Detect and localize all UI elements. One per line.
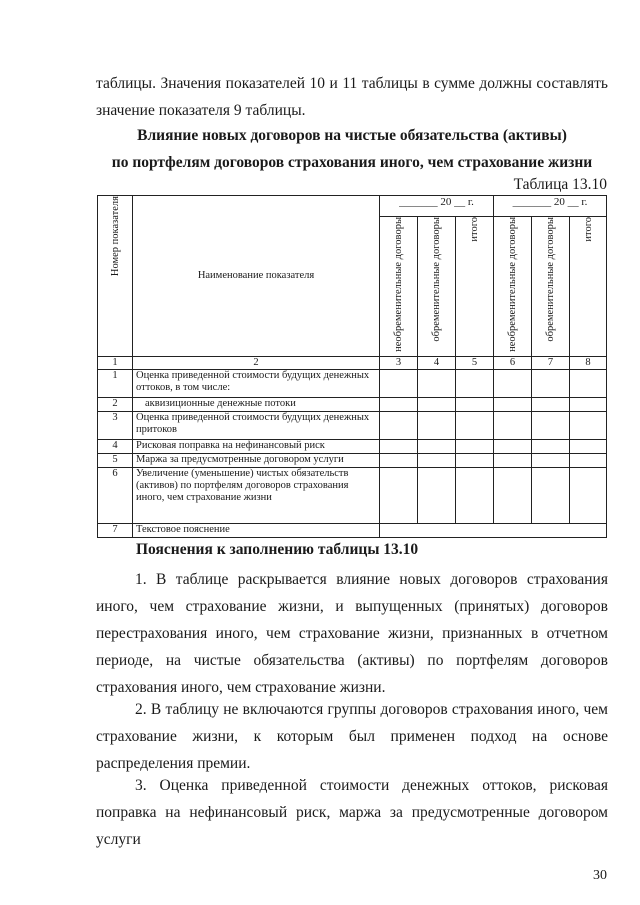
value-cell[interactable]	[532, 369, 570, 397]
value-cell[interactable]	[494, 467, 532, 523]
value-cell[interactable]	[570, 369, 607, 397]
value-cell[interactable]	[380, 453, 418, 467]
header-unprofitable-free-2: необременительные договоры	[494, 217, 532, 357]
value-cell[interactable]	[456, 369, 494, 397]
col-num: 3	[380, 356, 418, 369]
value-cell[interactable]	[418, 369, 456, 397]
value-cell[interactable]	[380, 397, 418, 411]
row-label: Оценка приведенной стоимости будущих денежных притоков	[133, 411, 380, 439]
row-label: Увеличение (уменьшение) чистых обязательств (активов) по портфелям договоров страхования иного, чем страхование жизни	[133, 467, 380, 523]
value-cell[interactable]	[418, 467, 456, 523]
header-unprofitable-free-1: необременительные договоры	[380, 217, 418, 357]
column-number-row	[98, 356, 607, 369]
table-row	[98, 523, 607, 537]
value-cell[interactable]	[532, 439, 570, 453]
value-cell[interactable]	[418, 439, 456, 453]
value-cell[interactable]	[532, 411, 570, 439]
value-cell[interactable]	[456, 467, 494, 523]
row-label: Оценка приведенной стоимости будущих денежных оттоков, в том числе:	[133, 369, 380, 397]
value-cell[interactable]	[570, 453, 607, 467]
table-label: Таблица 13.10	[513, 176, 607, 193]
value-cell[interactable]	[570, 439, 607, 453]
value-cell[interactable]	[494, 411, 532, 439]
header-number: Номер показателя	[98, 196, 133, 357]
col-num: 7	[532, 356, 570, 369]
col-num: 4	[418, 356, 456, 369]
header-onerous-2: обременительные договоры	[532, 217, 570, 357]
row-number: 4	[98, 439, 133, 453]
note-paragraph-2: 2. В таблицу не включаются группы договоров страхования иного, чем страхование жизни, к которым был применен подход на основе распределения премии.	[96, 701, 608, 772]
table-row	[98, 467, 607, 523]
intro-line-2: значение показателя 9 таблицы.	[96, 102, 306, 119]
header-year-2: _______ 20 __ г.	[494, 196, 607, 217]
table-row	[98, 369, 607, 397]
value-cell[interactable]	[380, 467, 418, 523]
row-label: Рисковая поправка на нефинансовый риск	[133, 439, 380, 453]
row-number: 6	[98, 467, 133, 523]
row-number: 3	[98, 411, 133, 439]
text-explanation-cell[interactable]	[380, 523, 607, 537]
table-title-line-2: по портфелям договоров страхования иного, чем страхование жизни	[111, 154, 593, 171]
col-num: 6	[494, 356, 532, 369]
value-cell[interactable]	[380, 369, 418, 397]
row-number: 1	[98, 369, 133, 397]
notes-heading: Пояснения к заполнению таблицы 13.10	[136, 541, 419, 558]
header-onerous-1: обременительные договоры	[418, 217, 456, 357]
value-cell[interactable]	[494, 369, 532, 397]
value-cell[interactable]	[570, 411, 607, 439]
row-number: 2	[98, 397, 133, 411]
page-number: 30	[593, 868, 607, 883]
value-cell[interactable]	[532, 397, 570, 411]
value-cell[interactable]	[380, 411, 418, 439]
table-13-10	[97, 195, 607, 538]
col-num: 2	[133, 356, 380, 369]
header-name: Наименование показателя	[133, 196, 380, 357]
value-cell[interactable]	[456, 397, 494, 411]
col-num: 5	[456, 356, 494, 369]
value-cell[interactable]	[494, 397, 532, 411]
table-row	[98, 411, 607, 439]
col-num: 1	[98, 356, 133, 369]
table-title-line-1: Влияние новых договоров на чистые обязательства (активы)	[137, 127, 567, 144]
note-paragraph-3: 3. Оценка приведенной стоимости денежных оттоков, рисковая поправка на нефинансовый риск, маржа за предусмотренные договором услуги	[96, 777, 608, 848]
row-label: аквизиционные денежные потоки	[133, 397, 380, 411]
note-paragraph-1: 1. В таблице раскрывается влияние новых договоров страхования иного, чем страхование жизни, и выпущенных (принятых) договоров перестрахования иного, чем страхование жизни, признанных в отчетном периоде, на чистые обязательства (активы) по портфелям договоров страхования иного, чем страхование жизни.	[96, 571, 608, 696]
row-label: Текстовое пояснение	[133, 523, 380, 537]
value-cell[interactable]	[456, 439, 494, 453]
value-cell[interactable]	[418, 453, 456, 467]
value-cell[interactable]	[494, 439, 532, 453]
row-number: 5	[98, 453, 133, 467]
value-cell[interactable]	[380, 439, 418, 453]
value-cell[interactable]	[418, 397, 456, 411]
value-cell[interactable]	[418, 411, 456, 439]
header-year-1: _______ 20 __ г.	[380, 196, 494, 217]
value-cell[interactable]	[532, 467, 570, 523]
value-cell[interactable]	[456, 411, 494, 439]
table-row	[98, 439, 607, 453]
table-row	[98, 397, 607, 411]
header-total-2: итого	[570, 217, 607, 357]
header-total-1: итого	[456, 217, 494, 357]
value-cell[interactable]	[570, 467, 607, 523]
row-number: 7	[98, 523, 133, 537]
value-cell[interactable]	[532, 453, 570, 467]
intro-line-1: таблицы. Значения показателей 10 и 11 таблицы в сумме должны составлять	[96, 75, 608, 92]
col-num: 8	[570, 356, 607, 369]
table-row	[98, 453, 607, 467]
value-cell[interactable]	[456, 453, 494, 467]
value-cell[interactable]	[494, 453, 532, 467]
value-cell[interactable]	[570, 397, 607, 411]
row-label: Маржа за предусмотренные договором услуги	[133, 453, 380, 467]
